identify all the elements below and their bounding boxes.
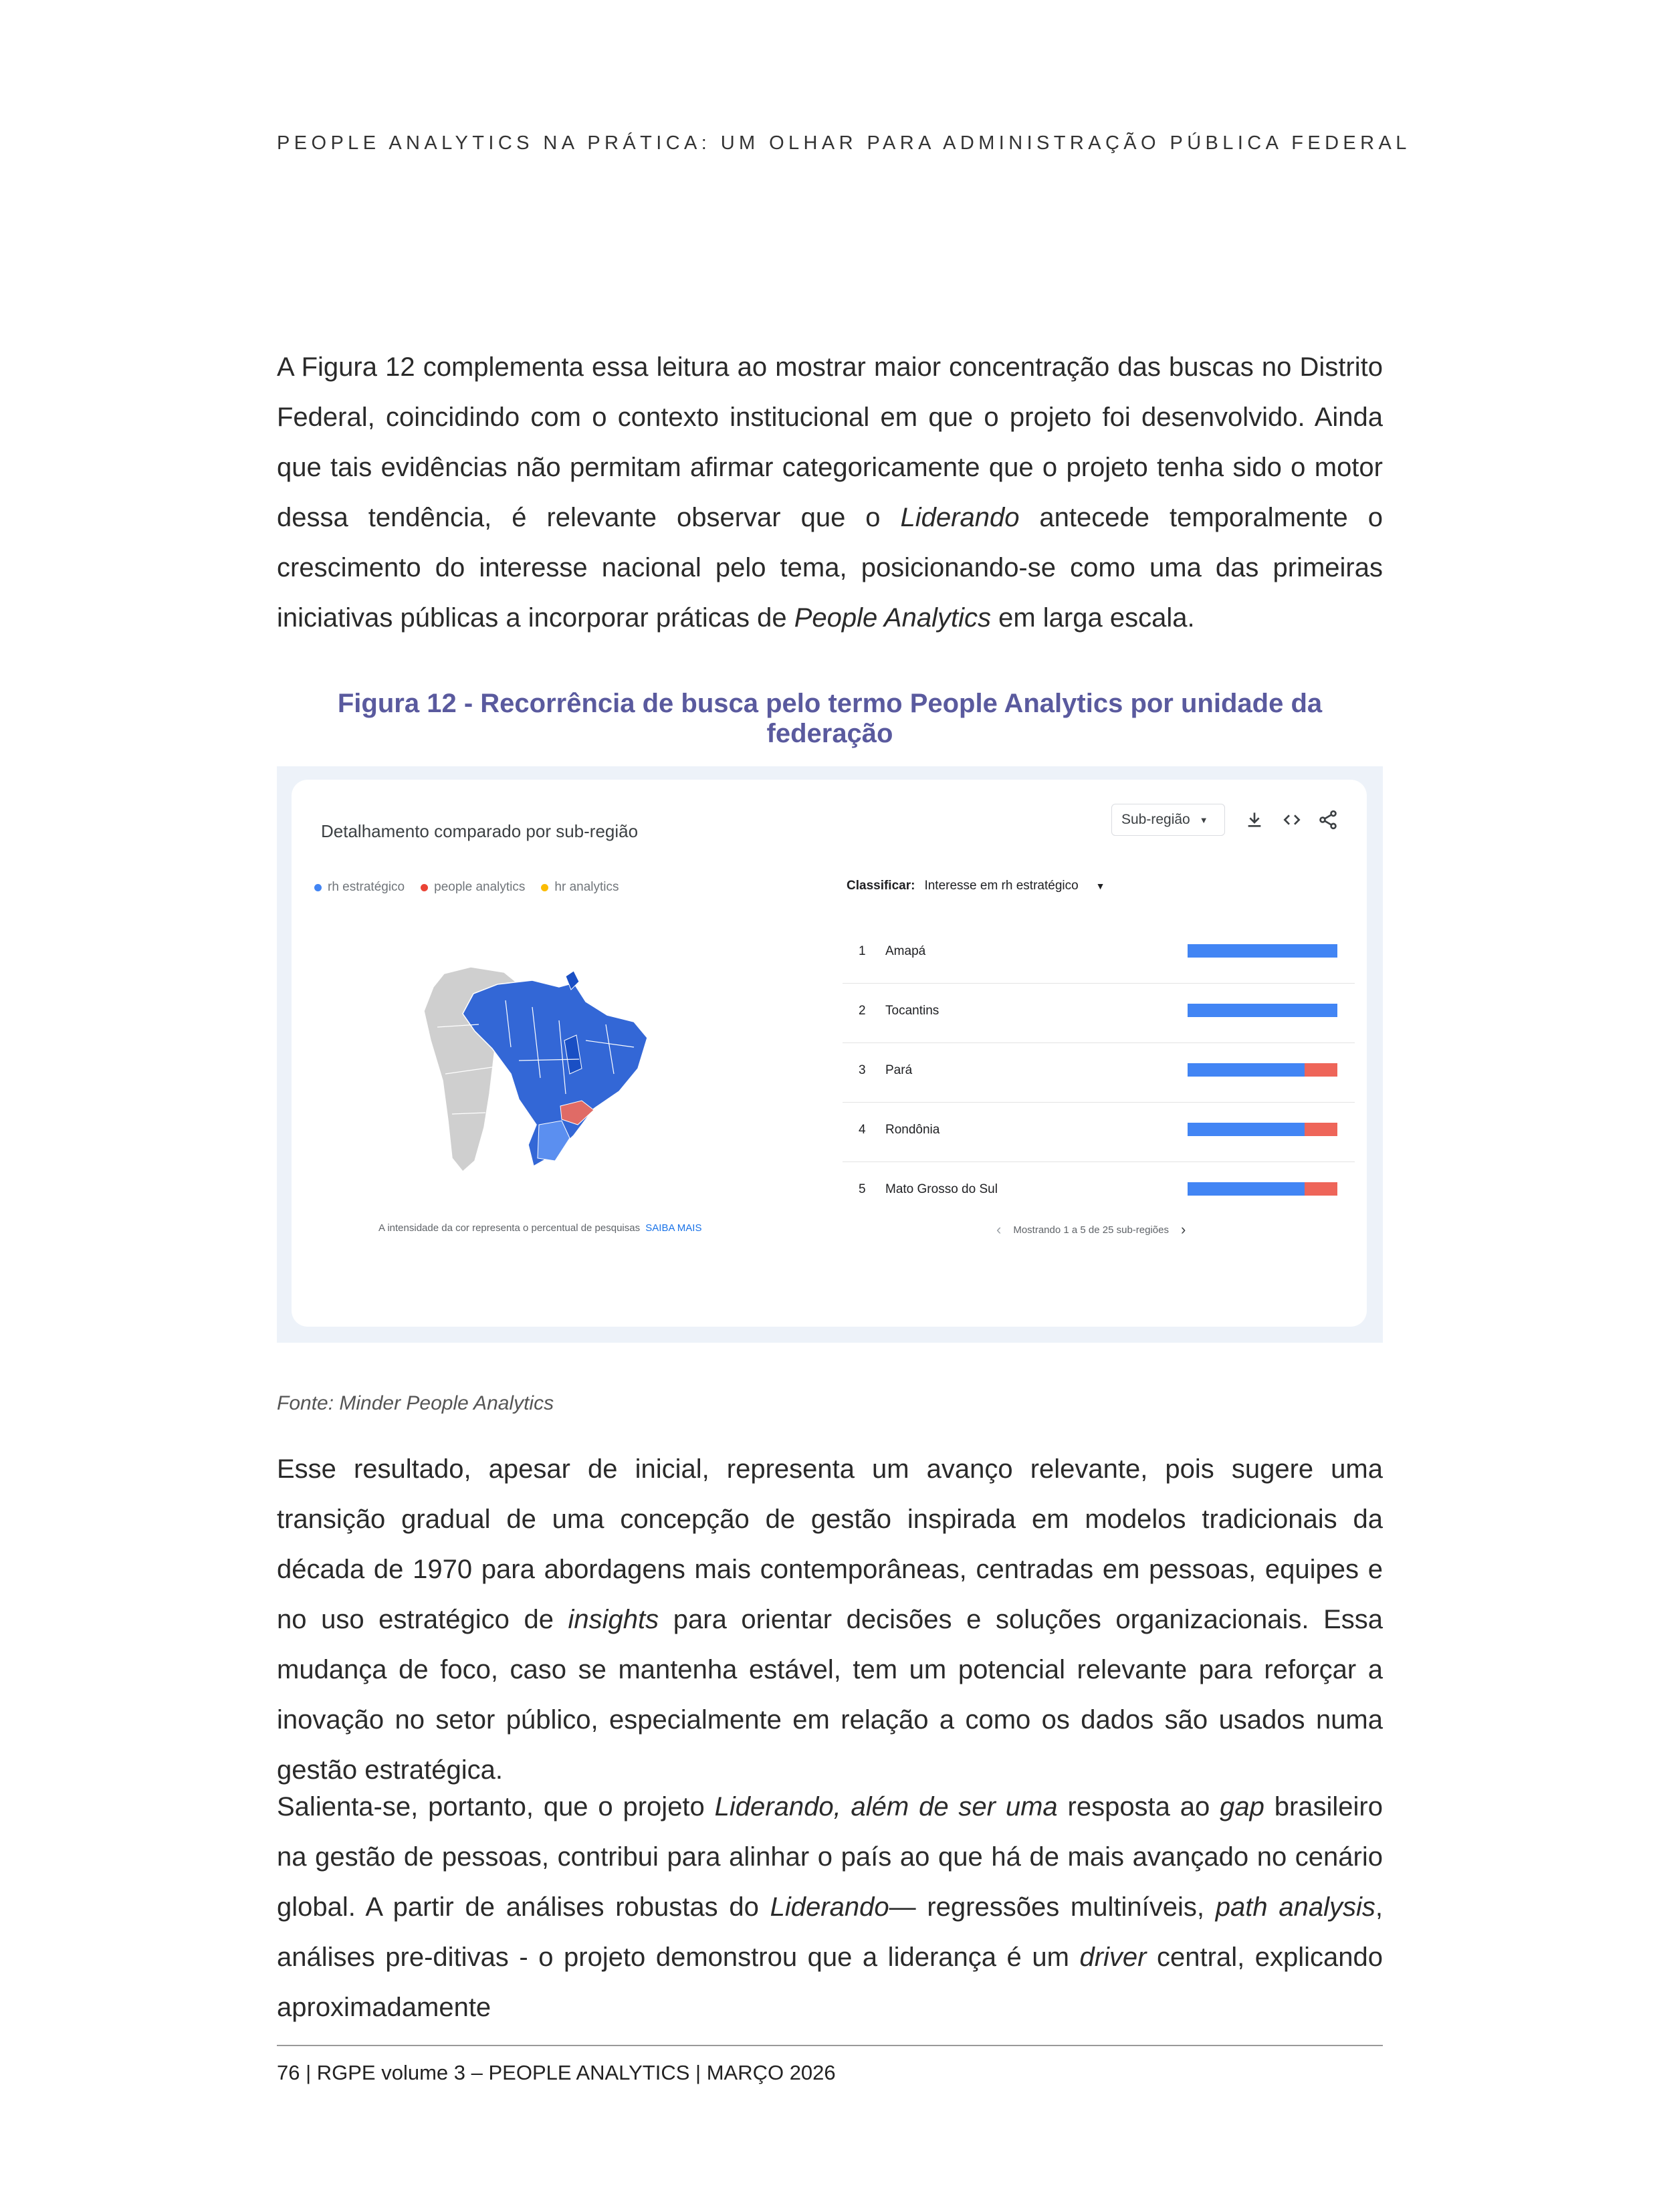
bar-segment-rh <box>1188 1182 1305 1196</box>
p3-italic-2: gap <box>1220 1792 1264 1821</box>
p3-text-4: — regressões multiníveis, <box>889 1892 1216 1922</box>
interest-bar <box>1188 1123 1337 1136</box>
sort-value: Interesse em rh estratégico <box>924 879 1079 893</box>
interest-bar <box>1188 1004 1337 1017</box>
region-name: Rondônia <box>885 1123 940 1137</box>
p2-text-2: para orientar decisões e soluções organizacionais. Essa mudança de foco, caso se mantenha estável, tem um potencial relevante para reforçar a inovação no setor público, especialmente em relação a como os dados são usados numa gestão estratégica. <box>277 1605 1383 1785</box>
p3-text-1: Salienta-se, portanto, que o projeto <box>277 1792 715 1821</box>
trends-card <box>292 780 1367 1327</box>
chevron-left-icon[interactable]: ‹ <box>996 1221 1002 1238</box>
paragraph-2 <box>277 1444 1383 1795</box>
sort-label: Classificar: <box>847 879 915 893</box>
share-icon[interactable] <box>1317 809 1339 831</box>
ranking-row[interactable] <box>843 1103 1355 1162</box>
map-note-text: A intensidade da cor representa o percentual de pesquisas <box>378 1222 641 1234</box>
rank-number: 3 <box>859 1063 866 1077</box>
running-title: PEOPLE ANALYTICS NA PRÁTICA: UM OLHAR PARA ADMINISTRAÇÃO PÚBLICA FEDERAL <box>277 132 1411 154</box>
p1-text-3: em larga escala. <box>990 603 1195 633</box>
map-note <box>378 1222 701 1234</box>
region-name: Amapá <box>885 944 926 958</box>
legend-item-hr[interactable] <box>541 880 619 895</box>
p3-italic-5: driver <box>1079 1943 1147 1972</box>
region-name: Tocantins <box>885 1004 939 1018</box>
pagination <box>984 1221 1198 1238</box>
legend-dot-yellow <box>541 884 548 891</box>
caret-down-icon: ▼ <box>1199 814 1208 825</box>
figure-caption: Figura 12 - Recorrência de busca pelo termo People Analytics por unidade da federação <box>337 689 1323 748</box>
subregion-select-label: Sub-região <box>1121 812 1190 827</box>
p3-italic-4: path analysis <box>1215 1892 1375 1922</box>
ranking-row[interactable] <box>843 984 1355 1043</box>
interest-bar <box>1188 944 1337 958</box>
ranking-row[interactable] <box>843 1162 1355 1221</box>
south-america-map[interactable] <box>419 960 659 1181</box>
p1-text-1: A Figura 12 complementa essa leitura ao mostrar maior concentração das buscas no Distrito Federal, coincidindo com o contexto institucional em que o projeto foi desenvolvido. Ainda que tais evidências não permitam afirmar categoricamente que o projeto tenha sido o motor dessa tendência, é relevante observar que o <box>277 352 1383 532</box>
legend-label: people analytics <box>434 880 526 894</box>
subregion-select[interactable] <box>1111 804 1225 836</box>
pagination-text: Mostrando 1 a 5 de 25 sub-regiões <box>1013 1224 1169 1236</box>
bar-segment-rh <box>1188 1123 1305 1136</box>
ranking-row[interactable] <box>843 924 1355 984</box>
chevron-right-icon[interactable]: › <box>1180 1221 1186 1238</box>
p1-italic-2: People Analytics <box>794 603 991 633</box>
region-name: Mato Grosso do Sul <box>885 1182 998 1196</box>
ranking-row[interactable] <box>843 1043 1355 1103</box>
p1-text-2: antecede temporalmente o crescimento do interesse nacional pelo tema, posicionando-se como uma das primeiras iniciativas públicas a incorporar práticas de <box>277 503 1383 633</box>
rank-number: 4 <box>859 1123 866 1137</box>
legend-label: hr analytics <box>554 880 619 894</box>
p2-italic-1: insights <box>568 1605 659 1634</box>
page-footer: 76 | RGPE volume 3 – PEOPLE ANALYTICS | MARÇO 2026 <box>277 2061 836 2084</box>
interest-bar <box>1188 1063 1337 1077</box>
interest-bar <box>1188 1182 1337 1196</box>
legend-dot-red <box>421 884 428 891</box>
ranking-list <box>843 924 1355 1221</box>
legend-item-rh[interactable] <box>314 880 405 895</box>
p3-text-5: , análises pre-ditivas - o projeto demonstrou que a liderança é um <box>277 1892 1383 1972</box>
footer-rule <box>277 2045 1383 2046</box>
bar-segment-pa <box>1305 1123 1337 1136</box>
rank-number: 1 <box>859 944 866 958</box>
p2-text-1: Esse resultado, apesar de inicial, representa um avanço relevante, pois sugere uma transição gradual de uma concepção de gestão inspirada em modelos tradicionais da década de 1970 para abordagens mais contemporâneas, centradas em pessoas, equipes e no uso estratégico de <box>277 1454 1383 1634</box>
p1-italic-1: Liderando <box>900 503 1020 532</box>
bar-segment-rh <box>1188 1004 1337 1017</box>
bar-segment-rh <box>1188 944 1337 958</box>
bar-segment-pa <box>1305 1063 1337 1077</box>
rank-number: 2 <box>859 1004 866 1018</box>
paragraph-1 <box>277 342 1383 643</box>
p3-text-6: central, explicando aproximadamente <box>277 1943 1383 2022</box>
p3-italic-1: Liderando, além de ser uma <box>714 1792 1058 1821</box>
legend <box>314 880 635 895</box>
figure-source: Fonte: Minder People Analytics <box>277 1392 554 1414</box>
legend-dot-blue <box>314 884 322 891</box>
embed-icon[interactable] <box>1281 809 1303 831</box>
figure-12 <box>277 766 1383 1343</box>
download-icon[interactable] <box>1244 809 1265 831</box>
caret-down-icon: ▼ <box>1095 881 1105 891</box>
paragraph-3 <box>277 1782 1383 2033</box>
card-title: Detalhamento comparado por sub-região <box>321 821 639 841</box>
p3-text-2: resposta ao <box>1057 1792 1220 1821</box>
bar-segment-pa <box>1305 1182 1337 1196</box>
rank-number: 5 <box>859 1182 866 1196</box>
running-header <box>277 130 1411 156</box>
region-name: Pará <box>885 1063 913 1077</box>
p3-text-3: brasileiro na gestão de pessoas, contribui para alinhar o país ao que há de mais avançado no cenário global. A partir de análises robustas do <box>277 1792 1383 1922</box>
legend-item-pa[interactable] <box>421 880 525 895</box>
sort-control[interactable] <box>847 879 1105 893</box>
p3-italic-3: Liderando <box>770 1892 889 1922</box>
learn-more-link[interactable]: SAIBA MAIS <box>645 1222 702 1234</box>
legend-label: rh estratégico <box>328 880 405 894</box>
bar-segment-rh <box>1188 1063 1305 1077</box>
